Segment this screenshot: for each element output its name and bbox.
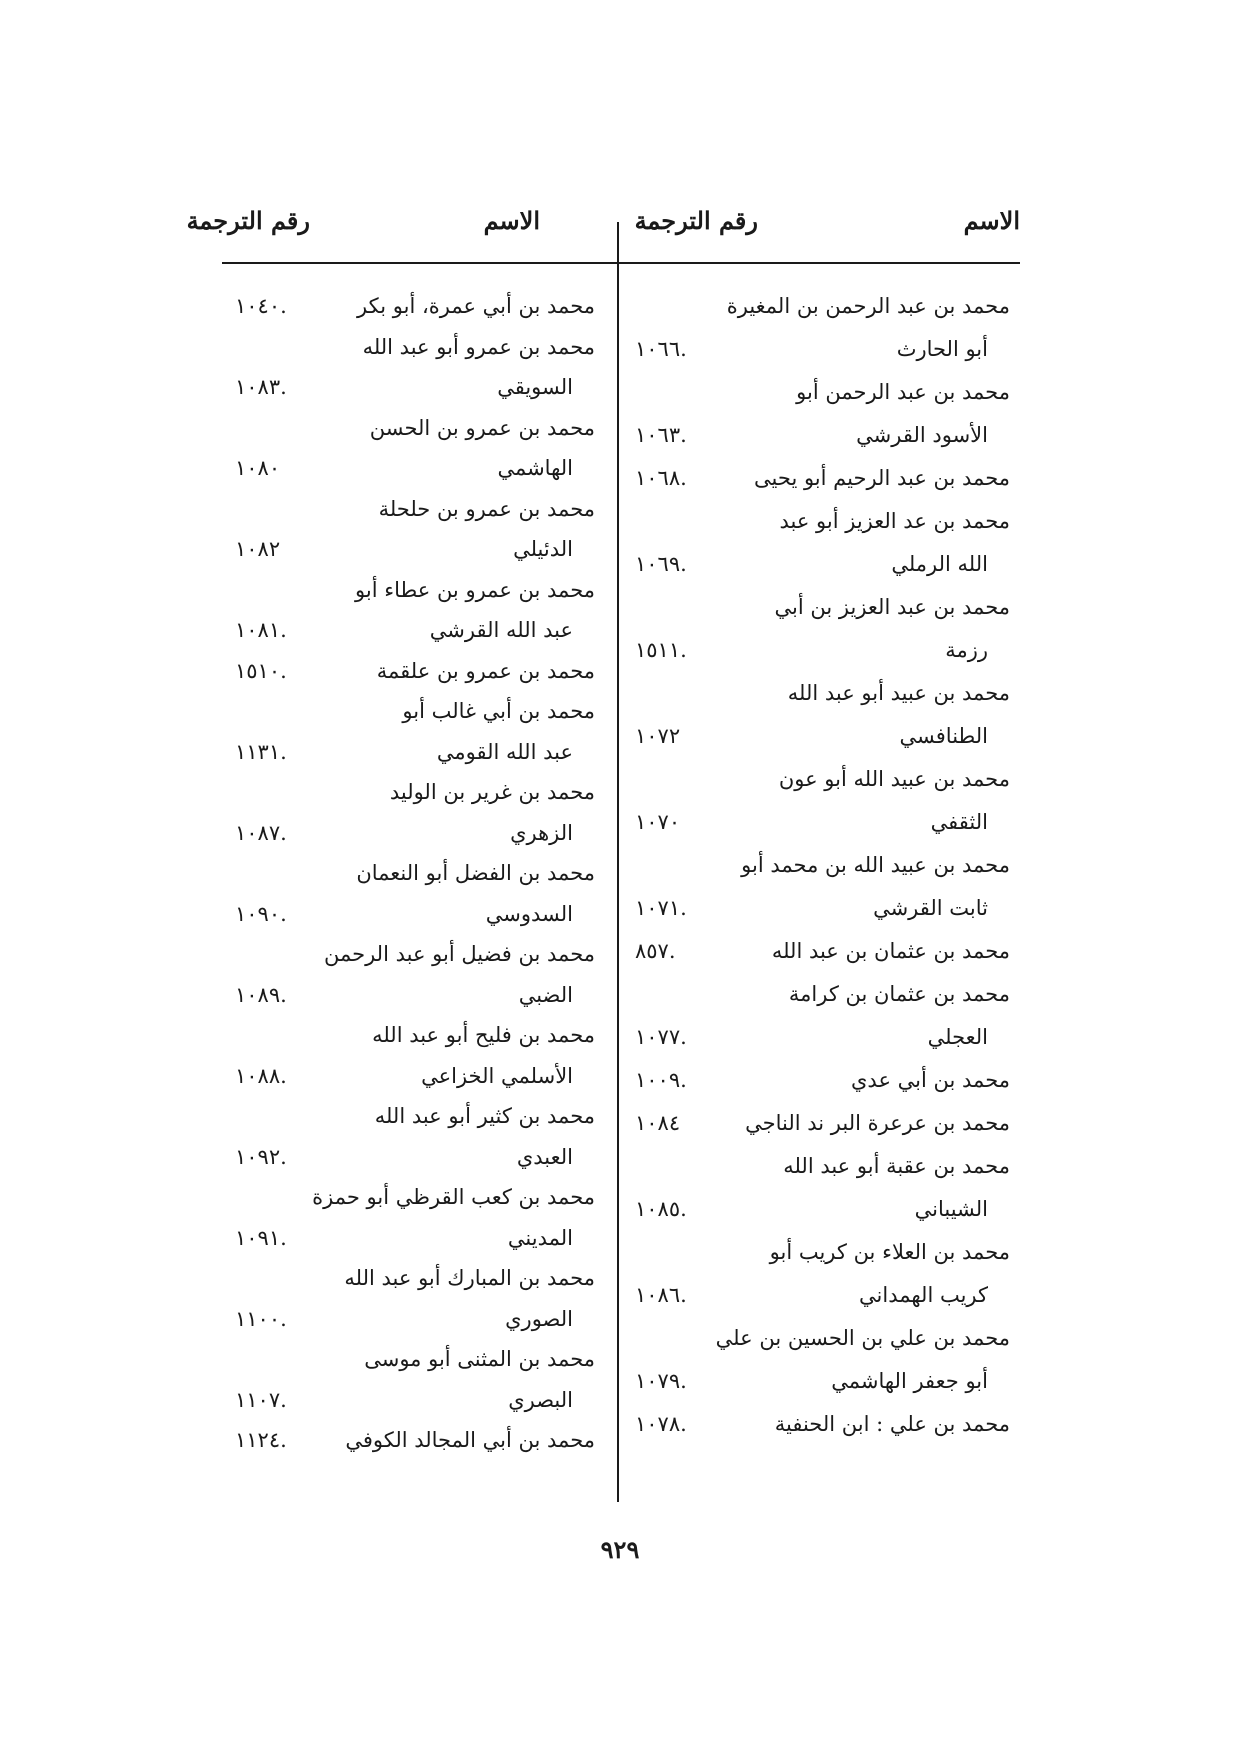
entry-name: محمد بن كعب القرظي أبو حمزة xyxy=(312,1185,595,1209)
column-divider xyxy=(617,222,619,1502)
entry-number: .١٠٨٧ xyxy=(235,820,287,845)
index-entry xyxy=(225,1096,605,1136)
entry-name: محمد بن عبد الرحمن أبو xyxy=(796,380,1010,404)
entry-name: أبو جعفر الهاشمي xyxy=(831,1369,988,1393)
entry-name: محمد بن عبد الرحيم أبو يحيى xyxy=(754,466,1010,490)
header-name-left: الاسم xyxy=(483,206,540,235)
entry-number: ١٠٨٢ xyxy=(235,537,281,561)
entry-number: .١٠٤٠ xyxy=(235,294,287,318)
entry-name: محمد بن عثمان بن عبد الله xyxy=(771,939,1010,963)
index-entry xyxy=(225,529,605,569)
entry-name: ثابت القرشي xyxy=(873,896,988,920)
entry-name: الشيباني xyxy=(914,1197,988,1221)
entry-number: .١٠٧٨ xyxy=(635,1412,687,1436)
index-entry xyxy=(225,1218,605,1258)
entry-name: محمد بن أبي غالب أبو xyxy=(402,699,595,723)
index-entry xyxy=(225,934,605,974)
entry-name: الزهري xyxy=(510,820,573,845)
index-entry xyxy=(625,1146,1020,1186)
index-entry xyxy=(225,1056,605,1096)
entry-number: .١٠٨٩ xyxy=(235,982,287,1007)
entry-number: .١٠٦٨ xyxy=(635,466,687,490)
entry-name: محمد بن فليح أبو عبد الله xyxy=(372,1023,595,1047)
entry-name: محمد بن عمرو بن علقمة xyxy=(376,658,595,683)
index-entry xyxy=(625,1189,1020,1229)
entry-name: عبد الله القرشي xyxy=(429,618,573,642)
index-entry xyxy=(225,732,605,772)
entry-name: العجلي xyxy=(927,1025,988,1049)
index-entry xyxy=(625,1361,1020,1401)
entry-number: .١٥١٠ xyxy=(235,658,287,683)
index-entry xyxy=(625,587,1020,627)
entry-number: ١٠٨٠ xyxy=(235,456,281,480)
index-entry xyxy=(625,802,1020,842)
index-entry xyxy=(625,458,1020,498)
index-entry xyxy=(625,974,1020,1014)
entry-name: عبد الله القومي xyxy=(436,739,573,764)
entry-number: ١٠٧٠ xyxy=(635,810,681,834)
entry-name: محمد بن عبيد الله بن محمد أبو xyxy=(741,853,1010,877)
entry-name: محمد بن الفضل أبو النعمان xyxy=(356,861,595,885)
entry-number: .١٠٨٦ xyxy=(635,1283,687,1307)
index-entry xyxy=(225,1177,605,1217)
entry-name: الثقفي xyxy=(930,810,988,834)
entry-name: محمد بن عمرو بن حلحلة xyxy=(378,496,595,521)
entry-number: .١١٢٤ xyxy=(235,1428,287,1452)
entry-name: الأسلمي الخزاعي xyxy=(421,1063,573,1088)
index-entry xyxy=(625,673,1020,713)
entry-name: محمد بن عد العزيز أبو عبد xyxy=(779,509,1010,533)
entry-number: .١١٠٧ xyxy=(235,1387,287,1412)
entry-number: ١٠٨٤ xyxy=(635,1111,681,1135)
entry-name: محمد بن عبيد الله أبو عون xyxy=(778,767,1010,791)
entry-number: .١٠٧٩ xyxy=(635,1369,687,1393)
entry-number: .١٥١١ xyxy=(635,638,687,662)
index-entry xyxy=(225,1015,605,1055)
right-column xyxy=(625,286,1020,1486)
index-entry xyxy=(625,888,1020,928)
entry-number: .١٠٠٩ xyxy=(635,1068,687,1092)
index-entry xyxy=(225,894,605,934)
index-entry xyxy=(625,759,1020,799)
index-entry xyxy=(225,610,605,650)
entry-number: .١١٠٠ xyxy=(235,1306,287,1331)
entry-name: الأسود القرشي xyxy=(856,423,988,447)
entry-name: محمد بن عمرو أبو عبد الله xyxy=(362,334,595,359)
index-entry xyxy=(625,1318,1020,1358)
index-entry xyxy=(625,630,1020,670)
entry-number: .١١٣١ xyxy=(235,739,287,764)
entry-name: محمد بن عبيد أبو عبد الله xyxy=(787,681,1010,705)
entry-name: محمد بن عبد الرحمن بن المغيرة xyxy=(726,294,1010,318)
entry-name: محمد بن علي بن الحسين بن علي xyxy=(715,1326,1010,1350)
index-entry xyxy=(225,489,605,529)
entry-name: الطنافسي xyxy=(899,724,988,748)
left-column xyxy=(225,286,605,1486)
index-entry xyxy=(625,415,1020,455)
entry-number: .١٠٨١ xyxy=(235,618,287,642)
index-entry xyxy=(625,1275,1020,1315)
index-entry xyxy=(625,931,1020,971)
index-entry xyxy=(225,1380,605,1420)
header-rule xyxy=(222,262,1020,264)
index-entry xyxy=(225,975,605,1015)
entry-name: رزمة xyxy=(945,638,988,662)
entry-name: محمد بن علي : ابن الحنفية xyxy=(774,1412,1010,1436)
entry-name: محمد بن غرير بن الوليد xyxy=(389,780,595,804)
index-entry xyxy=(225,1137,605,1177)
entry-name: محمد بن عبد العزيز بن أبي xyxy=(774,595,1010,619)
entry-name: الله الرملي xyxy=(891,552,988,576)
index-entry xyxy=(225,570,605,610)
entry-name: الصوري xyxy=(505,1306,573,1331)
entry-name: الهاشمي xyxy=(497,456,573,480)
entry-name: أبو الحارث xyxy=(896,337,988,361)
entry-name: محمد بن عمرو بن الحسن xyxy=(369,415,595,440)
entry-number: ١٠٧٢ xyxy=(635,724,681,748)
index-entry xyxy=(625,329,1020,369)
index-entry xyxy=(625,1017,1020,1057)
entry-name: الضبي xyxy=(518,982,573,1007)
page-number: ٩٢٩ xyxy=(600,1535,640,1564)
index-entry xyxy=(225,286,605,326)
index-entry xyxy=(625,1404,1020,1444)
entry-name: المديني xyxy=(507,1225,573,1250)
entry-name: السويقي xyxy=(497,375,573,399)
entry-name: محمد بن أبي عدي xyxy=(851,1068,1010,1092)
table-header xyxy=(186,206,1020,256)
index-entry xyxy=(225,772,605,812)
entry-name: محمد بن المبارك أبو عبد الله xyxy=(344,1266,595,1290)
entry-number: .١٠٨٣ xyxy=(235,375,287,399)
index-entry xyxy=(225,813,605,853)
index-entry xyxy=(225,327,605,367)
index-entry xyxy=(225,651,605,691)
entry-name: محمد بن عمرو بن عطاء أبو xyxy=(355,577,595,602)
index-entry xyxy=(625,716,1020,756)
entry-name: محمد بن عقبة أبو عبد الله xyxy=(783,1154,1010,1178)
entry-name: السدوسي xyxy=(485,901,573,926)
header-name-right: الاسم xyxy=(963,206,1020,235)
entry-number: .١٠٧٧ xyxy=(635,1025,687,1049)
entry-number: .١٠٧١ xyxy=(635,896,687,920)
index-entry xyxy=(225,448,605,488)
entry-number: .١٠٩٠ xyxy=(235,901,287,926)
index-entry xyxy=(225,367,605,407)
entry-name: محمد بن أبي المجالد الكوفي xyxy=(345,1428,595,1452)
entry-name: محمد بن كثير أبو عبد الله xyxy=(374,1104,595,1128)
index-entry xyxy=(225,1420,605,1460)
index-entry xyxy=(225,691,605,731)
entry-name: البصري xyxy=(508,1387,573,1412)
index-entry xyxy=(625,1103,1020,1143)
index-entry xyxy=(225,1299,605,1339)
entry-number: .١٠٦٦ xyxy=(635,337,687,361)
entry-number: .١٠٨٥ xyxy=(635,1197,687,1221)
index-entry xyxy=(625,544,1020,584)
entry-name: محمد بن المثنى أبو موسى xyxy=(364,1347,595,1371)
entry-name: الدئيلي xyxy=(513,537,573,561)
index-entry xyxy=(625,845,1020,885)
index-entry xyxy=(625,372,1020,412)
entry-name: محمد بن عرعرة البر ند الناجي xyxy=(745,1111,1010,1135)
index-entry xyxy=(225,1258,605,1298)
entry-number: .١٠٦٣ xyxy=(635,423,687,447)
entry-number: .١٠٨٨ xyxy=(235,1063,287,1088)
entry-number: .٨٥٧ xyxy=(635,939,676,963)
entry-name: محمد بن فضيل أبو عبد الرحمن xyxy=(323,942,595,966)
index-entry xyxy=(225,1339,605,1379)
header-number-right: رقم الترجمة xyxy=(634,206,758,235)
header-number-left: رقم الترجمة xyxy=(186,206,310,235)
index-entry xyxy=(225,408,605,448)
entry-number: .١٠٦٩ xyxy=(635,552,687,576)
index-entry xyxy=(225,853,605,893)
entry-name: محمد بن أبي عمرة، أبو بكر xyxy=(357,294,595,318)
index-entry xyxy=(625,501,1020,541)
index-entry xyxy=(625,1232,1020,1272)
entry-number: .١٠٩١ xyxy=(235,1225,287,1250)
entry-name: محمد بن العلاء بن كريب أبو xyxy=(769,1240,1010,1264)
index-entry xyxy=(625,1060,1020,1100)
entry-name: العبدي xyxy=(516,1144,573,1169)
entry-name: محمد بن عثمان بن كرامة xyxy=(788,982,1010,1006)
index-entry xyxy=(625,286,1020,326)
entry-number: .١٠٩٢ xyxy=(235,1144,287,1169)
entry-name: كريب الهمداني xyxy=(859,1283,988,1307)
